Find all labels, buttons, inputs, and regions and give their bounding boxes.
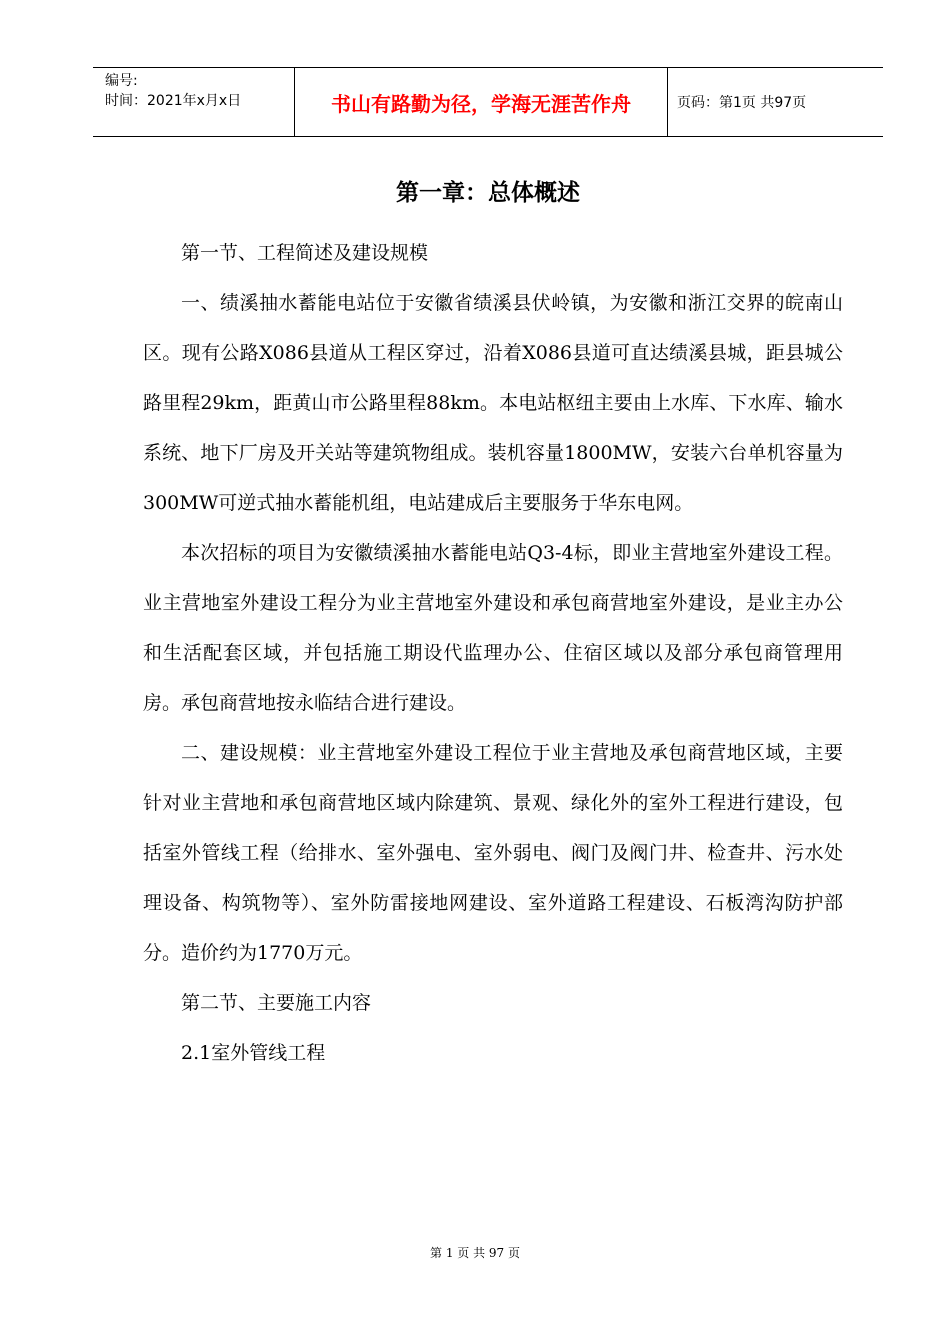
header-page-info: 页码：第1页 共97页: [677, 95, 807, 111]
document-body: [143, 228, 843, 1078]
document-time-label: 时间：2021年x月x日: [105, 93, 242, 109]
document-header: [93, 67, 883, 137]
page-footer: 第 1 页 共 97 页: [430, 1246, 520, 1260]
section-heading-1: 第一节、工程简述及建设规模: [181, 242, 429, 264]
document-number-label: 编号:: [105, 73, 138, 89]
chapter-title: 第一章：总体概述: [396, 180, 580, 206]
body-paragraph-2: 本次招标的项目为安徽绩溪抽水蓄能电站Q3-4标，即业主营地室外建设工程。业主营地室外建设工程分为业主营地室外建设和承包商营地室外建设，是业主办公和生活配套区域，并包括施工期设代监理办公、住宿区域以及部分承包商管理用房。承包商营地按永临结合进行建设。: [143, 542, 843, 714]
section-heading-2: 第二节、主要施工内容: [181, 992, 372, 1014]
header-motto: 书山有路勤为径，学海无涯苦作舟: [295, 68, 668, 136]
body-paragraph-3: 二、建设规模：业主营地室外建设工程位于业主营地及承包商营地区域，主要针对业主营地和承包商营地区域内除建筑、景观、绿化外的室外工程进行建设，包括室外管线工程（给排水、室外强电、室外弱电、阀门及阀门井、检查井、污水处理设备、构筑物等）、室外防雷接地网建设、室外道路工程建设、石板湾沟防护部分。造价约为1770万元。: [143, 742, 843, 964]
header-meta-cell: [93, 68, 295, 136]
subsection-heading-2-1: 2.1室外管线工程: [181, 1042, 326, 1064]
body-paragraph-1: 一、绩溪抽水蓄能电站位于安徽省绩溪县伏岭镇，为安徽和浙江交界的皖南山区。现有公路X086县道从工程区穿过，沿着X086县道可直达绩溪县城，距县城公路里程29km，距黄山市公路里程88km。本电站枢纽主要由上水库、下水库、输水系统、地下厂房及开关站等建筑物组成。装机容量1800MW，安装六台单机容量为300MW可逆式抽水蓄能机组，电站建成后主要服务于华东电网。: [143, 292, 843, 514]
